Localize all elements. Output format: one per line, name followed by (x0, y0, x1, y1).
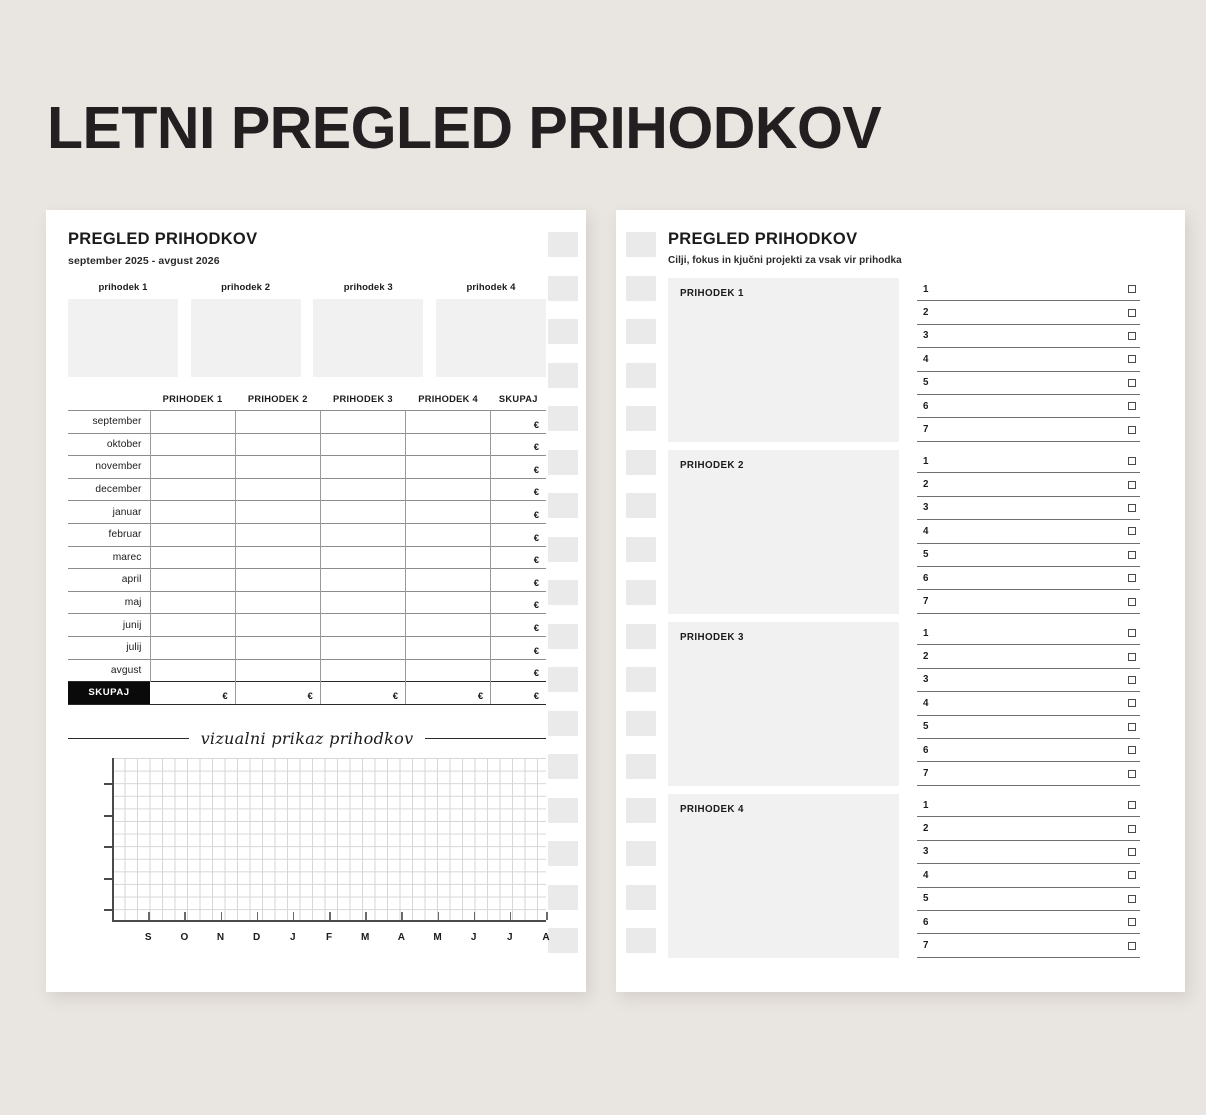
income-table-month-label: avgust (68, 659, 150, 682)
income-table-row-total-cell[interactable]: € (491, 636, 546, 659)
income-goal-section-1 (668, 278, 1140, 442)
checkbox-icon[interactable] (1128, 332, 1136, 340)
left-page-sheet (46, 210, 586, 992)
right-page-subtitle: Cilji, fokus in kjučni projekti za vsak vir prihodka (668, 255, 902, 266)
checkbox-icon[interactable] (1128, 746, 1136, 754)
chart-y-tick (104, 909, 113, 911)
left-page-subtitle: september 2025 - avgust 2026 (68, 255, 220, 267)
checklist-item-number: 2 (923, 307, 929, 319)
income-source-label: prihodek 1 (98, 282, 148, 293)
checklist-item-number: 7 (923, 768, 929, 780)
income-table-amount-cell[interactable] (406, 546, 491, 569)
income-table-amount-cell[interactable] (320, 659, 405, 682)
binding-tab (548, 624, 578, 649)
binding-tab (548, 798, 578, 823)
binding-tab (548, 363, 578, 388)
binding-tab (626, 667, 656, 692)
binding-tab (548, 232, 578, 257)
checkbox-icon[interactable] (1128, 801, 1136, 809)
list-item[interactable] (917, 739, 1140, 762)
chart-x-tick-label: J (507, 932, 513, 943)
table-row (68, 659, 546, 682)
list-item[interactable] (917, 278, 1140, 301)
income-table-month-label: september (68, 411, 150, 434)
chart-x-tick (184, 912, 186, 920)
binding-tab (626, 754, 656, 779)
income-table-amount-cell[interactable] (320, 501, 405, 524)
chart-plot-grid (112, 758, 546, 922)
list-item[interactable] (917, 934, 1140, 957)
chart-x-tick-label: M (433, 932, 442, 943)
binding-tab (626, 798, 656, 823)
income-table-amount-cell[interactable] (320, 411, 405, 434)
chart-x-tick (365, 912, 367, 920)
income-table-body (68, 411, 546, 705)
income-table-total-row (68, 682, 546, 705)
list-item[interactable] (917, 450, 1140, 473)
income-source-3 (313, 282, 423, 377)
checklist-item-number: 4 (923, 525, 929, 537)
income-table-amount-cell[interactable] (150, 433, 235, 456)
binding-tab (626, 537, 656, 562)
chart-x-tick-labels (112, 924, 550, 944)
income-table-amount-cell[interactable] (150, 614, 235, 637)
income-table-amount-cell[interactable] (406, 501, 491, 524)
income-goal-note-box[interactable] (668, 278, 899, 442)
income-table-total-cell[interactable]: € (491, 682, 546, 705)
chart-x-tick-label: A (397, 932, 405, 943)
checkbox-icon[interactable] (1128, 918, 1136, 926)
income-table-row-total-cell[interactable]: € (491, 614, 546, 637)
list-item[interactable] (917, 544, 1140, 567)
income-table-total-label: SKUPAJ (68, 682, 150, 705)
checkbox-icon[interactable] (1128, 504, 1136, 512)
checklist-item-number: 6 (923, 916, 929, 928)
binding-tab (626, 928, 656, 953)
chart-y-tick (104, 815, 113, 817)
page-title: LETNI PREGLED PRIHODKOV (47, 95, 882, 161)
chart-heading-rule-left (68, 738, 189, 739)
list-item[interactable] (917, 762, 1140, 785)
chart-x-tick-label: J (470, 932, 477, 943)
chart-heading-text: vizualni prikaz prihodkov (200, 729, 414, 748)
chart-x-tick (438, 912, 440, 920)
income-table-amount-cell[interactable] (406, 614, 491, 637)
checkbox-icon[interactable] (1128, 379, 1136, 387)
list-item[interactable] (917, 473, 1140, 496)
income-table-amount-cell[interactable] (235, 433, 320, 456)
income-goal-note-box[interactable] (668, 794, 899, 958)
list-item[interactable] (917, 692, 1140, 715)
checkbox-icon[interactable] (1128, 402, 1136, 410)
income-table-amount-cell[interactable] (235, 523, 320, 546)
income-table-amount-cell[interactable] (406, 411, 491, 434)
income-table-amount-cell[interactable] (406, 478, 491, 501)
income-source-note-box[interactable] (313, 299, 423, 377)
list-item[interactable] (917, 864, 1140, 887)
list-item[interactable] (917, 794, 1140, 817)
checkbox-icon[interactable] (1128, 285, 1136, 293)
chart-x-tick-label: J (290, 932, 296, 943)
income-table-row-total-cell[interactable]: € (491, 433, 546, 456)
checkbox-icon[interactable] (1128, 355, 1136, 363)
binding-tab (626, 885, 656, 910)
checklist-item-number: 3 (923, 846, 929, 858)
chart-x-tick (148, 912, 150, 920)
income-table-total-cell[interactable]: € (320, 682, 405, 705)
income-goal-section-label: PRIHODEK 2 (680, 460, 744, 471)
income-table-total-cell[interactable]: € (235, 682, 320, 705)
income-table-amount-cell[interactable] (150, 659, 235, 682)
checklist-item-number: 3 (923, 674, 929, 686)
income-goal-note-box[interactable] (668, 450, 899, 614)
table-row (68, 546, 546, 569)
income-table-amount-cell[interactable] (150, 478, 235, 501)
binding-tab (626, 711, 656, 736)
left-page-binding-tabs (548, 232, 580, 972)
checklist-item-number: 5 (923, 549, 929, 561)
list-item[interactable] (917, 622, 1140, 645)
income-table-amount-cell[interactable] (320, 456, 405, 479)
checkbox-icon[interactable] (1128, 629, 1136, 637)
checkbox-icon[interactable] (1128, 699, 1136, 707)
income-source-1 (68, 282, 178, 377)
income-table-col-header (68, 394, 150, 411)
table-row (68, 456, 546, 479)
binding-tab (548, 537, 578, 562)
income-table-col-header: PRIHODEK 4 (418, 394, 479, 404)
income-table-row-total-cell[interactable]: € (491, 523, 546, 546)
table-row (68, 433, 546, 456)
checklist-item-number: 6 (923, 572, 929, 584)
binding-tab (548, 885, 578, 910)
checkbox-icon[interactable] (1128, 426, 1136, 434)
income-goal-checklist (917, 278, 1140, 442)
list-item[interactable] (917, 325, 1140, 348)
binding-tab (626, 450, 656, 475)
binding-tab (548, 276, 578, 301)
chart-x-tick-label: N (216, 932, 225, 943)
income-source-note-box[interactable] (436, 299, 546, 377)
income-table-amount-cell[interactable] (406, 456, 491, 479)
income-table-col-header: PRIHODEK 3 (333, 394, 393, 404)
checkbox-icon[interactable] (1128, 871, 1136, 879)
checklist-item-number: 6 (923, 744, 929, 756)
income-table-row-total-cell[interactable]: € (491, 456, 546, 479)
checkbox-icon[interactable] (1128, 723, 1136, 731)
income-table-amount-cell[interactable] (150, 569, 235, 592)
income-table-col-header: PRIHODEK 2 (247, 394, 308, 404)
income-table (68, 394, 546, 705)
income-table-col-header: SKUPAJ (498, 394, 538, 404)
income-goal-section-3 (668, 622, 1140, 786)
checklist-item-number: 1 (923, 799, 929, 811)
income-table-amount-cell[interactable] (235, 569, 320, 592)
table-row (68, 614, 546, 637)
right-page-binding-tabs (626, 232, 658, 972)
list-item[interactable] (917, 418, 1140, 441)
income-table-amount-cell[interactable] (320, 433, 405, 456)
checkbox-icon[interactable] (1128, 848, 1136, 856)
income-table-amount-cell[interactable] (406, 569, 491, 592)
income-table-row-total-cell[interactable]: € (491, 411, 546, 434)
chart-x-tick-label: A (542, 932, 550, 943)
table-row (68, 478, 546, 501)
checkbox-icon[interactable] (1128, 942, 1136, 950)
checklist-item-number: 5 (923, 893, 929, 905)
income-table-amount-cell[interactable] (235, 501, 320, 524)
chart-heading-rule-right (425, 738, 546, 739)
income-table-row-total-cell[interactable]: € (491, 591, 546, 614)
income-table-month-label: maj (68, 591, 150, 614)
checkbox-icon[interactable] (1128, 481, 1136, 489)
binding-tab (548, 754, 578, 779)
income-goal-checklist (917, 794, 1140, 958)
income-table-amount-cell[interactable] (235, 659, 320, 682)
binding-tab (548, 841, 578, 866)
income-table-row-total-cell[interactable]: € (491, 501, 546, 524)
income-table-month-label: oktober (68, 433, 150, 456)
list-item[interactable] (917, 817, 1140, 840)
checkbox-icon[interactable] (1128, 527, 1136, 535)
chart-x-tick-label: F (325, 932, 333, 943)
list-item[interactable] (917, 669, 1140, 692)
binding-tab (626, 624, 656, 649)
chart-x-tick (329, 912, 331, 920)
income-goal-checklist (917, 622, 1140, 786)
table-row (68, 591, 546, 614)
binding-tab (548, 580, 578, 605)
income-goal-section-label: PRIHODEK 3 (680, 632, 744, 643)
chart-heading (68, 729, 546, 748)
list-item[interactable] (917, 841, 1140, 864)
table-row (68, 501, 546, 524)
income-source-boxes (68, 282, 546, 377)
income-table-amount-cell[interactable] (406, 659, 491, 682)
income-table-month-label: november (68, 456, 150, 479)
list-item[interactable] (917, 301, 1140, 324)
checkbox-icon[interactable] (1128, 653, 1136, 661)
binding-tab (548, 493, 578, 518)
list-item[interactable] (917, 567, 1140, 590)
chart-x-tick (474, 912, 476, 920)
income-table-amount-cell[interactable] (406, 636, 491, 659)
chart-x-tick (401, 912, 403, 920)
income-table-month-label: december (68, 478, 150, 501)
checklist-item-number: 4 (923, 869, 929, 881)
checklist-item-number: 2 (923, 823, 929, 835)
income-table-amount-cell[interactable] (320, 478, 405, 501)
income-table-amount-cell[interactable] (406, 523, 491, 546)
binding-tab (548, 711, 578, 736)
income-table-month-label: junij (68, 614, 150, 637)
table-row (68, 411, 546, 434)
list-item[interactable] (917, 520, 1140, 543)
checklist-item-number: 5 (923, 377, 929, 389)
income-table-amount-cell[interactable] (320, 569, 405, 592)
checklist-item-number: 4 (923, 697, 929, 709)
checkbox-icon[interactable] (1128, 598, 1136, 606)
income-table-amount-cell[interactable] (235, 591, 320, 614)
income-table-amount-cell[interactable] (150, 636, 235, 659)
checklist-item-number: 5 (923, 721, 929, 733)
binding-tab (548, 667, 578, 692)
checklist-item-number: 3 (923, 330, 929, 342)
income-chart (68, 758, 550, 944)
binding-tab (626, 841, 656, 866)
income-goal-section-2 (668, 450, 1140, 614)
chart-x-tick (221, 912, 223, 920)
income-source-label: prihodek 3 (343, 282, 393, 293)
checklist-item-number: 2 (923, 479, 929, 491)
binding-tab (548, 450, 578, 475)
chart-x-tick-label: M (360, 932, 370, 943)
checklist-item-number: 1 (923, 455, 929, 467)
table-row (68, 523, 546, 546)
chart-y-tick (104, 846, 113, 848)
income-table-header-row (68, 394, 546, 411)
income-source-note-box[interactable] (191, 299, 301, 377)
chart-x-tick-label: O (180, 932, 189, 943)
income-table-amount-cell[interactable] (150, 411, 235, 434)
income-goal-section-label: PRIHODEK 4 (680, 804, 744, 815)
checkbox-icon[interactable] (1128, 551, 1136, 559)
binding-tab (548, 319, 578, 344)
income-source-note-box[interactable] (68, 299, 178, 377)
income-table-amount-cell[interactable] (235, 411, 320, 434)
income-table-amount-cell[interactable] (235, 456, 320, 479)
income-table-month-label: april (68, 569, 150, 592)
chart-x-tick (546, 912, 548, 920)
checkbox-icon[interactable] (1128, 457, 1136, 465)
income-table-row-total-cell[interactable]: € (491, 659, 546, 682)
binding-tab (626, 406, 656, 431)
income-table-total-cell[interactable]: € (406, 682, 491, 705)
list-item[interactable] (917, 395, 1140, 418)
list-item[interactable] (917, 590, 1140, 613)
income-source-label: prihodek 2 (221, 282, 271, 293)
right-page-sheet (616, 210, 1185, 992)
income-table-row-total-cell[interactable]: € (491, 569, 546, 592)
checklist-item-number: 3 (923, 502, 929, 514)
income-table-amount-cell[interactable] (150, 501, 235, 524)
checklist-item-number: 1 (923, 627, 929, 639)
binding-tab (548, 406, 578, 431)
income-table-amount-cell[interactable] (150, 456, 235, 479)
income-source-label: prihodek 4 (466, 282, 516, 293)
left-page-title: PREGLED PRIHODKOV (68, 230, 258, 248)
income-table-amount-cell[interactable] (320, 591, 405, 614)
chart-x-tick (257, 912, 259, 920)
income-table-total-cell[interactable]: € (150, 682, 235, 705)
checklist-item-number: 7 (923, 596, 929, 608)
binding-tab (548, 928, 578, 953)
income-table-amount-cell[interactable] (320, 636, 405, 659)
income-table-amount-cell[interactable] (406, 433, 491, 456)
left-page-header (68, 230, 257, 267)
income-table-month-label: januar (68, 501, 150, 524)
income-table-amount-cell[interactable] (320, 614, 405, 637)
chart-x-tick (293, 912, 295, 920)
checkbox-icon[interactable] (1128, 676, 1136, 684)
chart-x-tick (510, 912, 512, 920)
chart-y-tick (104, 878, 113, 880)
income-table-amount-cell[interactable] (235, 636, 320, 659)
checkbox-icon[interactable] (1128, 574, 1136, 582)
chart-y-tick (104, 783, 113, 785)
checkbox-icon[interactable] (1128, 770, 1136, 778)
list-item[interactable] (917, 497, 1140, 520)
binding-tab (626, 276, 656, 301)
income-table-amount-cell[interactable] (150, 523, 235, 546)
income-table-month-label: februar (68, 523, 150, 546)
income-table-row-total-cell[interactable]: € (491, 546, 546, 569)
income-table-month-label: marec (68, 546, 150, 569)
income-goal-note-box[interactable] (668, 622, 899, 786)
income-source-4 (436, 282, 546, 377)
income-table-month-label: julij (68, 636, 150, 659)
list-item[interactable] (917, 645, 1140, 668)
right-page-header (668, 230, 902, 266)
income-table-amount-cell[interactable] (320, 523, 405, 546)
checklist-item-number: 6 (923, 400, 929, 412)
checklist-item-number: 2 (923, 651, 929, 663)
income-goal-section-4 (668, 794, 1140, 958)
income-table-amount-cell[interactable] (150, 546, 235, 569)
checklist-item-number: 7 (923, 424, 929, 436)
income-table-amount-cell[interactable] (235, 546, 320, 569)
list-item[interactable] (917, 911, 1140, 934)
income-table-amount-cell[interactable] (235, 614, 320, 637)
income-table-amount-cell[interactable] (150, 591, 235, 614)
table-row (68, 636, 546, 659)
checkbox-icon[interactable] (1128, 895, 1136, 903)
binding-tab (626, 319, 656, 344)
chart-x-tick-label: S (144, 932, 152, 943)
income-goal-checklist (917, 450, 1140, 614)
binding-tab (626, 580, 656, 605)
table-row (68, 569, 546, 592)
income-table-amount-cell[interactable] (235, 478, 320, 501)
list-item[interactable] (917, 348, 1140, 371)
income-source-2 (191, 282, 301, 377)
right-page-title: PREGLED PRIHODKOV (668, 230, 858, 248)
income-table-amount-cell[interactable] (406, 591, 491, 614)
list-item[interactable] (917, 716, 1140, 739)
checklist-item-number: 4 (923, 353, 929, 365)
income-table-amount-cell[interactable] (320, 546, 405, 569)
binding-tab (626, 493, 656, 518)
income-table-head (68, 394, 546, 411)
checkbox-icon[interactable] (1128, 309, 1136, 317)
income-table-col-header: PRIHODEK 1 (162, 394, 223, 404)
list-item[interactable] (917, 372, 1140, 395)
binding-tab (626, 232, 656, 257)
checklist-item-number: 1 (923, 283, 929, 295)
checklist-item-number: 7 (923, 940, 929, 952)
list-item[interactable] (917, 888, 1140, 911)
income-goal-section-label: PRIHODEK 1 (680, 288, 744, 299)
checkbox-icon[interactable] (1128, 825, 1136, 833)
chart-x-tick-label: D (253, 932, 261, 943)
income-table-row-total-cell[interactable]: € (491, 478, 546, 501)
binding-tab (626, 363, 656, 388)
